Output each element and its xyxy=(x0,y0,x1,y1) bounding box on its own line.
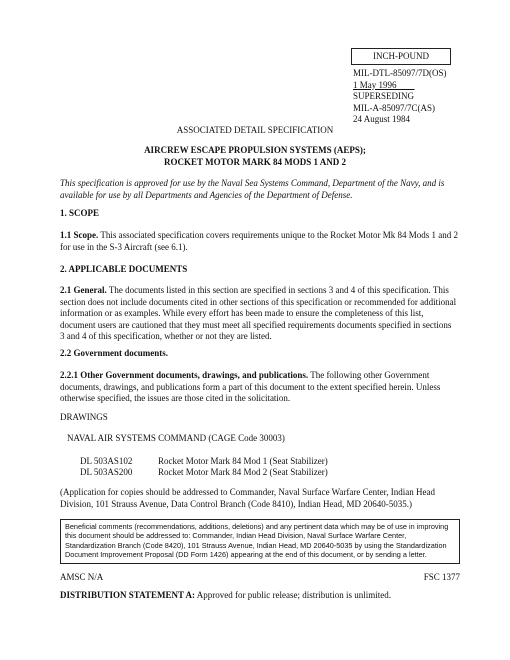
drawing-number: DL 503AS200 xyxy=(80,467,133,477)
document-identifier-block xyxy=(353,68,493,126)
paragraph-1-1: 1.1 Scope. This associated specification covers requirements unique to the Rocket Motor Mk 84 Mods 1 and 2 for use in the S-3 Aircraft (see 6.1). xyxy=(60,230,459,252)
distribution-statement: DISTRIBUTION STATEMENT A: Approved for public release; distribution is unlimited. xyxy=(60,590,392,600)
application-note: (Application for copies should be addressed to Commander, Naval Surface Warfare Center, Indian Head Division, 101 Strauss Avenue, Data Control Branch (Code 8410), Indian Head, MD 20640-5035.) xyxy=(60,487,436,509)
drawing-title: Rocket Motor Mark 84 Mod 2 (Seat Stabilizer) xyxy=(158,467,328,477)
paragraph-2-1: 2.1 General. The documents listed in this section are specified in sections 3 and 4 of this specification. This section does not include documents cited in other sections of this specification or recommended for additional information or as examples. While every effort has been made to ensure the completeness of this list, document users are cautioned that they must meet all specified requirements documents specified in sections 3 and 4 of this specification, whether or not they are listed. xyxy=(60,285,457,342)
amsc-label: AMSC N/A xyxy=(60,572,104,582)
section-1-heading: 1. SCOPE xyxy=(60,208,100,218)
inch-pound-box xyxy=(351,48,451,65)
section-2-2-heading: 2.2 Government documents. xyxy=(60,348,168,358)
doc-date: 1 May 1996 xyxy=(353,79,397,90)
superseded-date: 24 August 1984 xyxy=(353,114,411,125)
inch-pound-label: INCH-POUND xyxy=(373,51,429,61)
superseding-label: SUPERSEDING xyxy=(353,91,415,102)
comments-notice-text: Beneficial comments (recommendations, additions, deletions) and any pertinent data which may be of use in improving this document should be addressed to: Commander, Indian Head Division, Naval Surface Warfare Center, Standardization Branch (Code 8420), 101 Strauss Avenue, Indian Head, MD 20640-5035 by using the Standardization Document Improvement Proposal (DD Form 1426) appearing at the end of this document, or by sending a letter. xyxy=(65,522,449,560)
paragraph-2-2-1: 2.2.1 Other Government documents, drawings, and publications. The following other Government documents, drawings, and publications form a part of this document to the extent specified herein. Unless otherwise specified, the issues are those cited in the solicitation. xyxy=(60,370,441,404)
fsc-label: FSC 1377 xyxy=(423,572,460,582)
drawings-command: NAVAL AIR SYSTEMS COMMAND (CAGE Code 30003) xyxy=(67,433,285,443)
title-line-2: ROCKET MOTOR MARK 84 MODS 1 AND 2 xyxy=(164,156,346,167)
superseded-id: MIL-A-85097/7C(AS) xyxy=(353,102,435,113)
drawing-title: Rocket Motor Mark 84 Mod 1 (Seat Stabilizer) xyxy=(158,456,328,466)
document-title xyxy=(0,145,510,168)
drawing-row xyxy=(80,456,328,468)
comments-notice-box xyxy=(60,519,460,564)
section-2-heading: 2. APPLICABLE DOCUMENTS xyxy=(60,264,188,274)
approval-statement: This specification is approved for use by the Naval Sea Systems Command, Department of the Navy, and is available for use by all Departments and Agencies of the Department of Defense. xyxy=(60,178,445,200)
drawing-number: DL 503AS102 xyxy=(80,456,133,466)
title-line-1: AIRCREW ESCAPE PROPULSION SYSTEMS (AEPS); xyxy=(144,145,366,155)
drawings-heading: DRAWINGS xyxy=(60,412,108,422)
spec-type: ASSOCIATED DETAIL SPECIFICATION xyxy=(176,125,334,135)
drawing-row xyxy=(80,467,328,479)
doc-id: MIL-DTL-85097/7D(OS) xyxy=(353,68,447,78)
